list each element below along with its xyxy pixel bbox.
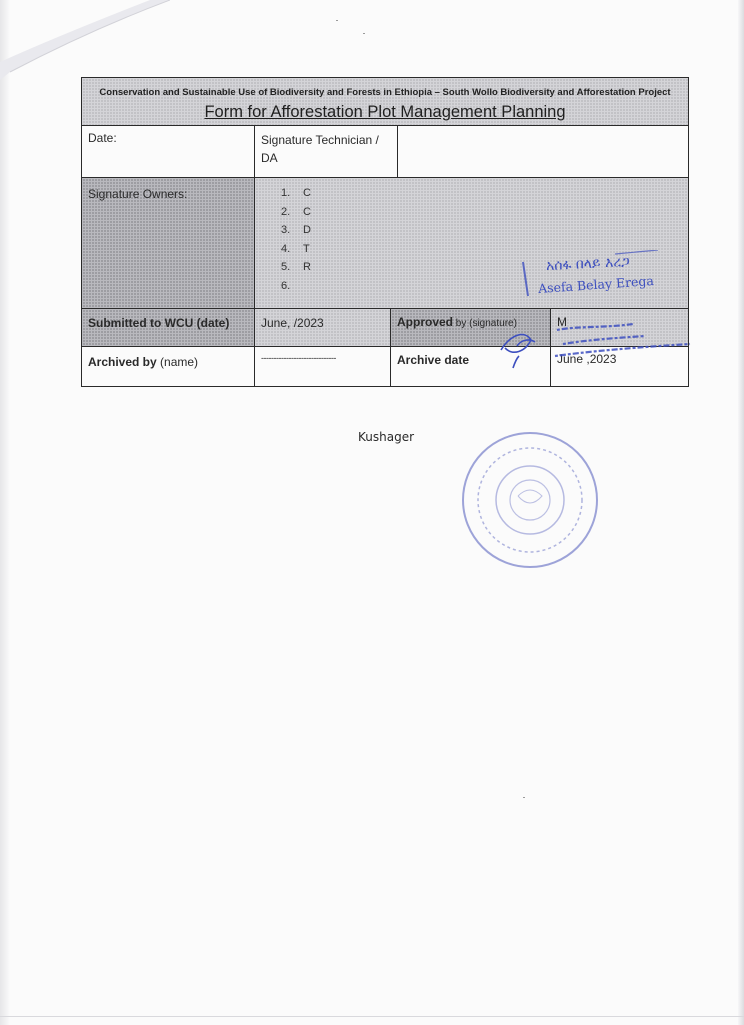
submitted-label-cell xyxy=(82,309,255,347)
archived-by-value-cell[interactable] xyxy=(255,347,391,387)
submitted-label: Submitted to WCU (date) xyxy=(88,316,230,330)
page-bottom-edge xyxy=(0,1016,744,1017)
submitted-date-cell[interactable] xyxy=(255,309,391,347)
round-seal xyxy=(458,430,602,570)
project-title: Conservation and Sustainable Use of Biodiversity and Forests in Ethiopia – South Wollo Biodiversity and Afforestation Project xyxy=(99,87,671,98)
stamp-amharic-name: አሰፋ በላይ እረጋ xyxy=(545,253,631,275)
owner-name: C xyxy=(303,187,311,199)
owner-name: D xyxy=(303,224,311,236)
list-item: 1. C xyxy=(281,184,688,203)
date-label: Date: xyxy=(88,131,117,145)
list-item: 2. C xyxy=(281,203,688,222)
signature-technician-label: Signature Technician / DA xyxy=(261,133,379,165)
list-item: 5. R xyxy=(281,258,688,277)
form-title: Form for Afforestation Plot Management Planning xyxy=(204,103,566,121)
signature-owners-label: Signature Owners: xyxy=(88,187,188,201)
approved-label: Approved xyxy=(397,315,454,329)
archived-by-label: Archived by xyxy=(88,355,157,369)
owner-name: T xyxy=(303,242,310,255)
approved-label-cell xyxy=(391,309,551,347)
afforestation-form-table xyxy=(81,77,689,387)
submitted-date-value: June, /2023 xyxy=(261,316,324,330)
approved-signature-cell[interactable] xyxy=(551,309,689,347)
signature-technician-field[interactable] xyxy=(398,126,689,178)
archive-date-label-cell xyxy=(391,347,551,387)
list-item: 4. T xyxy=(281,240,688,259)
page-right-edge xyxy=(738,0,744,1025)
list-item: 6. xyxy=(281,279,291,292)
approved-label-suffix: by (signature) xyxy=(453,318,517,329)
scan-speck xyxy=(363,33,365,34)
owners-list xyxy=(255,178,688,295)
archive-date-value-cell[interactable] xyxy=(551,347,689,387)
archive-date-value: June ,2023 xyxy=(557,352,617,366)
owner-name: C xyxy=(303,205,311,218)
signature-technician-cell xyxy=(255,126,398,178)
signature-owners-list-cell[interactable] xyxy=(255,178,689,309)
list-item: 3. D xyxy=(281,221,688,240)
archive-date-label: Archive date xyxy=(397,353,470,367)
scan-speck xyxy=(336,20,338,21)
folded-corner xyxy=(0,0,170,80)
page-left-edge xyxy=(0,0,10,1025)
scan-speck xyxy=(523,797,525,798)
stamp-latin-name: Asefa Belay Erega xyxy=(537,272,655,297)
archived-by-label-suffix: (name) xyxy=(156,355,199,369)
date-cell[interactable] xyxy=(82,126,255,178)
archived-by-label-cell xyxy=(82,347,255,387)
signature-owners-label-cell xyxy=(82,178,255,309)
approved-extra: M xyxy=(557,315,567,329)
archived-by-value: ------------------------------ xyxy=(261,353,336,363)
owner-name: R xyxy=(303,261,311,273)
form-header-cell xyxy=(82,78,689,126)
place-caption: Kushager xyxy=(358,430,415,444)
